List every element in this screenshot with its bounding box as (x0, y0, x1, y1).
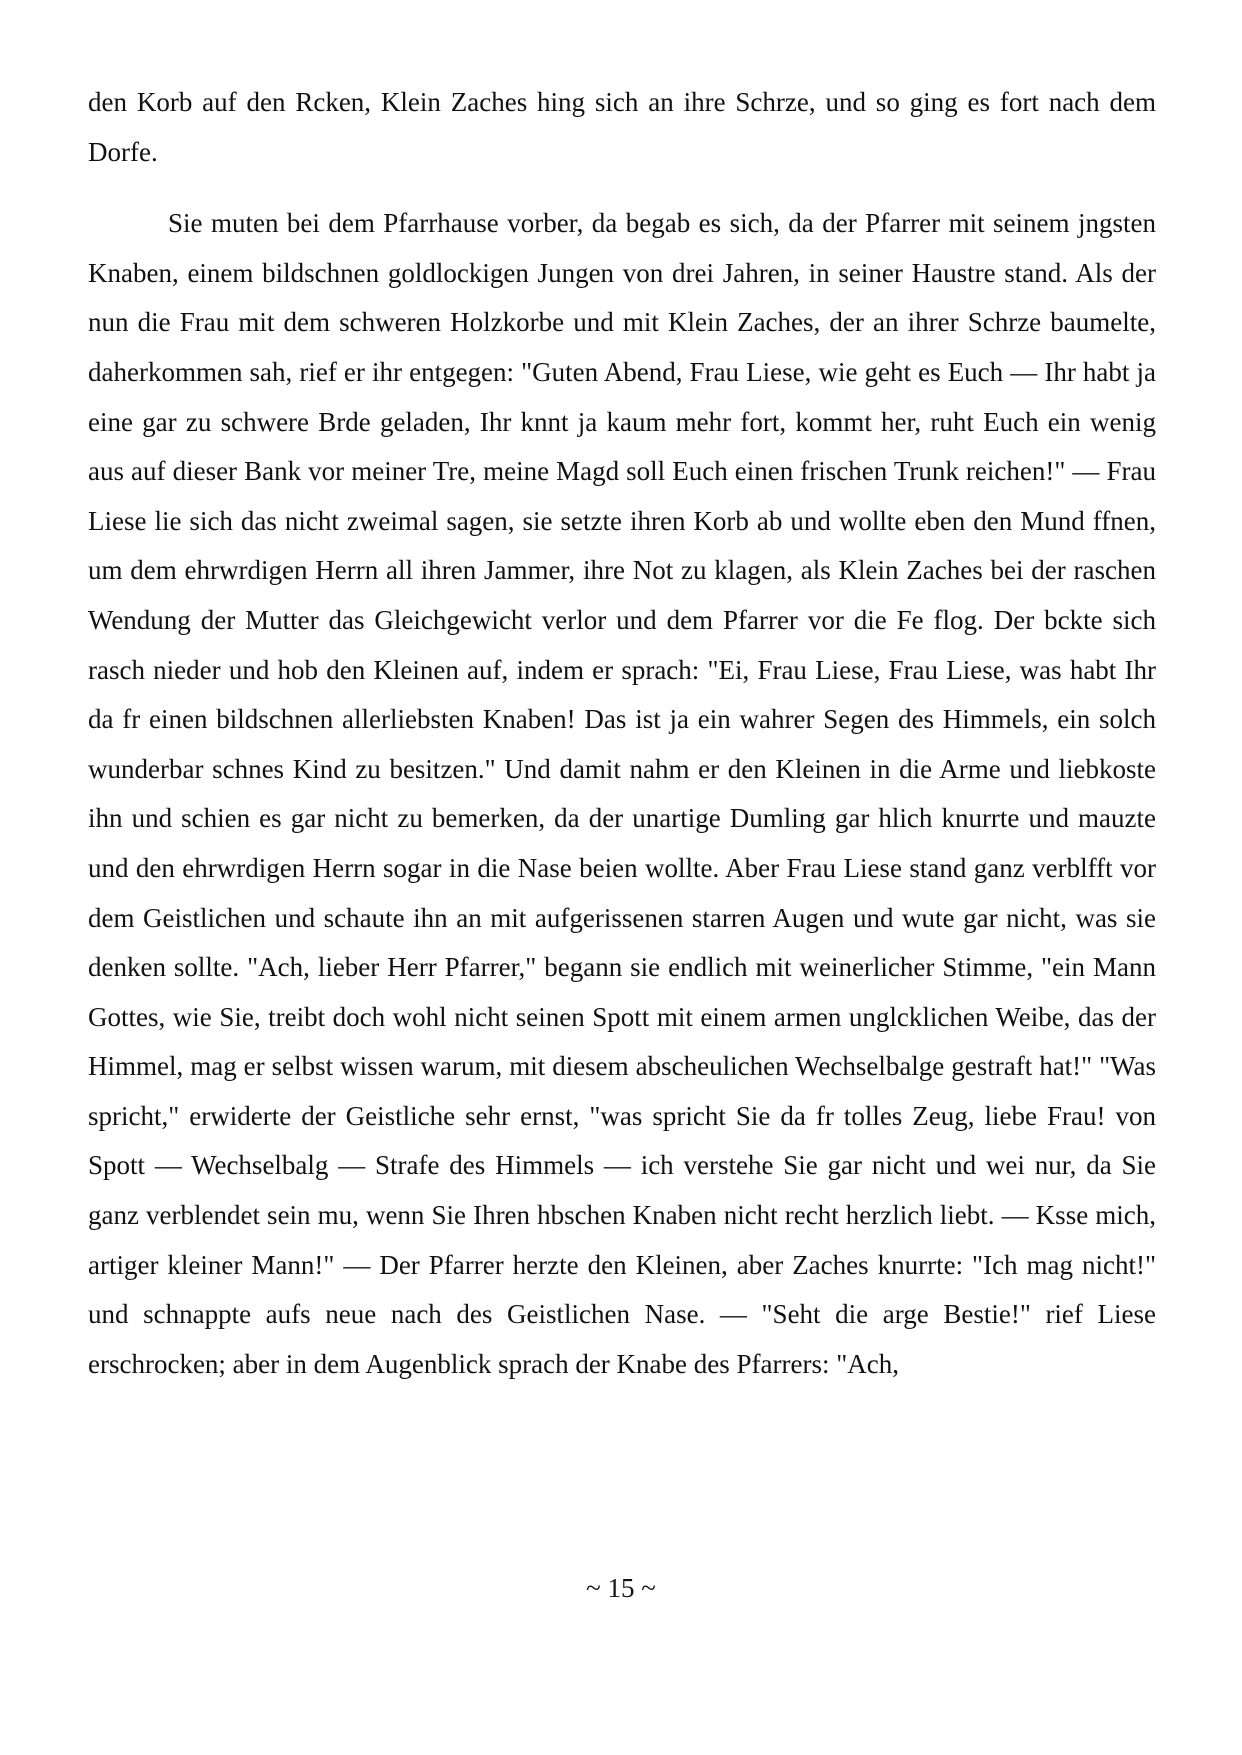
page-number: ~ 15 ~ (586, 1573, 656, 1603)
paragraph-continuation: den Korb auf den Rcken, Klein Zaches hing sich an ihre Schrze, und so ging es fort nach dem Dorfe. (88, 87, 1156, 167)
paragraph-main: Sie muten bei dem Pfarrhause vorber, da begab es sich, da der Pfarrer mit seinem jngsten Knaben, einem bildschnen goldlockigen Jungen von drei Jahren, in seiner Haustre stand. Als der nun die Frau mit dem schweren Holzkorbe und mit Klein Zaches, der an ihrer Schrze baumelte, daherkommen sah, rief er ihr entgegen: "Guten Abend, Frau Liese, wie geht es Euch — Ihr habt ja eine gar zu schwere Brde geladen, Ihr knnt ja kaum mehr fort, kommt her, ruht Euch ein wenig aus auf dieser Bank vor meiner Tre, meine Magd soll Euch einen frischen Trunk reichen!" — Frau Liese lie sich das nicht zweimal sagen, sie setzte ihren Korb ab und wollte eben den Mund ffnen, um dem ehrwrdigen Herrn all ihren Jammer, ihre Not zu klagen, als Klein Zaches bei der raschen Wendung der Mutter das Gleichgewicht verlor und dem Pfarrer vor die Fe flog. Der bckte sich rasch nieder und hob den Kleinen auf, indem er sprach: "Ei, Frau Liese, Frau Liese, was habt Ihr da fr einen bildschnen allerliebsten Knaben! Das ist ja ein wahrer Segen des Himmels, ein solch wunderbar schnes Kind zu besitzen." Und damit nahm er den Kleinen in die Arme und liebkoste ihn und schien es gar nicht zu bemerken, da der unartige Dumling gar hlich knurrte und mauzte und den ehrwrdigen Herrn sogar in die Nase beien wollte. Aber Frau Liese stand ganz verblfft vor dem Geistlichen und schaute ihn an mit aufgerissenen starren Augen und wute gar nicht, was sie denken sollte. "Ach, lieber Herr Pfarrer," begann sie endlich mit weinerlicher Stimme, "ein Mann Gottes, wie Sie, treibt doch wohl nicht seinen Spott mit einem armen unglcklichen Weibe, das der Himmel, mag er selbst wissen warum, mit diesem abscheulichen Wechselbalge gestraft hat!" "Was spricht," erwiderte der Geistliche sehr ernst, "was spricht Sie da fr tolles Zeug, liebe Frau! von Spott — Wechselbalg — Strafe des Himmels — ich verstehe Sie gar nicht und wei nur, da Sie ganz verblendet sein mu, wenn Sie Ihren hbschen Knaben nicht recht herzlich liebt. — Ksse mich, artiger kleiner Mann!" — Der Pfarrer herzte den Kleinen, aber Zaches knurrte: "Ich mag nicht!" und schnappte aufs neue nach des Geistlichen Nase. — "Seht die arge Bestie!" rief Liese erschrocken; aber in dem Augenblick sprach der Knabe des Pfarrers: "Ach, (88, 208, 1156, 1379)
page-body (88, 78, 1156, 1389)
